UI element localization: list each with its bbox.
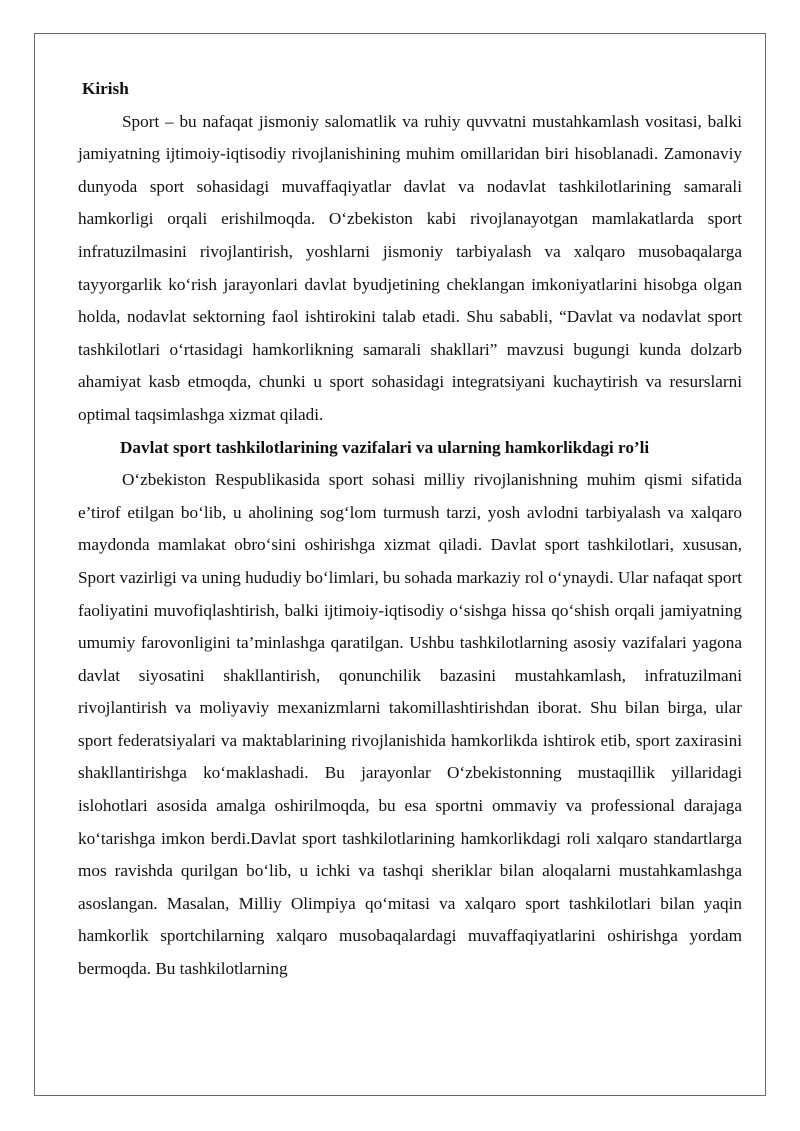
section-paragraph: O‘zbekiston Respublikasida sport sohasi milliy rivojlanishning muhim qismi sifatida e’tirof etilgan bo‘lib, u aholining sog‘lom turmush tarzi, yosh avlodni tarbiyalash va xalqaro maydonda mamlakat obro‘sini oshirishga xizmat qiladi. Davlat sport tashkilotlari, xususan, Sport vazirligi va uning hududiy bo‘limlari, bu sohada markaziy rol o‘ynaydi. Ular nafaqat sport faoliyatini muvofiqlashtirish, balki ijtimoiy-iqtisodiy o‘sishga hissa qo‘shish orqali jamiyatning umumiy farovonligini ta’minlashga qaratilgan. Ushbu tashkilotlarning asosiy vazifalari yagona davlat siyosatini shakllantirish, qonunchilik bazasini mustahkamlash, infratuzilmani rivojlantirish va moliyaviy mexanizmlarni takomillashtirishdan iborat. Shu bilan birga, ular sport federatsiyalari va maktablarining rivojlanishida hamkorlikda ishtirok etib, sport zaxirasini shakllantirishga ko‘maklashadi. Bu jarayonlar O‘zbekistonning mustaqillik yillaridagi islohotlari asosida amalga oshirilmoqda, bu esa sportni ommaviy va professional darajaga ko‘tarishga imkon berdi.Davlat sport tashkilotlarining hamkorlikdagi roli xalqaro standartlarga mos ravishda qurilgan bo‘lib, u ichki va tashqi sheriklar bilan aloqalarni mustahkamlashga asoslangan. Masalan, Milliy Olimpiya qo‘mitasi va xalqaro sport tashkilotlari bilan yaqin hamkorlik sportchilarning xalqaro musobaqalardagi muvaffaqiyatlarini oshirishga yordam bermoqda. Bu tashkilotlarning [78,470,742,979]
intro-paragraph: Sport – bu nafaqat jismoniy salomatlik va ruhiy quvvatni mustahkamlash vositasi, balki jamiyatning ijtimoiy-iqtisodiy rivojlanishining muhim omillaridan biri hisoblanadi. Zamonaviy dunyoda sport sohasidagi muvaffaqiyatlar davlat va nodavlat tashkilotlarining samarali hamkorligi orqali erishilmoqda. O‘zbekiston kabi rivojlanayotgan mamlakatlarda sport infratuzilmasini rivojlantirish, yoshlarni jismoniy tarbiyalash va xalqaro musobaqalarga tayyorgarlik ko‘rish jarayonlari davlat byudjetining cheklangan imkoniyatlarini hisobga olgan holda, nodavlat sektorning faol ishtirokini talab etadi. Shu sababli, “Davlat va nodavlat sport tashkilotlari o‘rtasidagi hamkorlikning samarali shakllari” mavzusi bugungi kunda dolzarb ahamiyat kasb etmoqda, chunki u sport sohasidagi integratsiyani kuchaytirish va resurslarni optimal taqsimlashga xizmat qiladi. [78,111,742,424]
section-heading: Davlat sport tashkilotlarining vazifalari va ularning hamkorlikdagi ro’li [120,437,650,457]
intro-heading: Kirish [82,79,129,98]
document-body [78,73,742,986]
